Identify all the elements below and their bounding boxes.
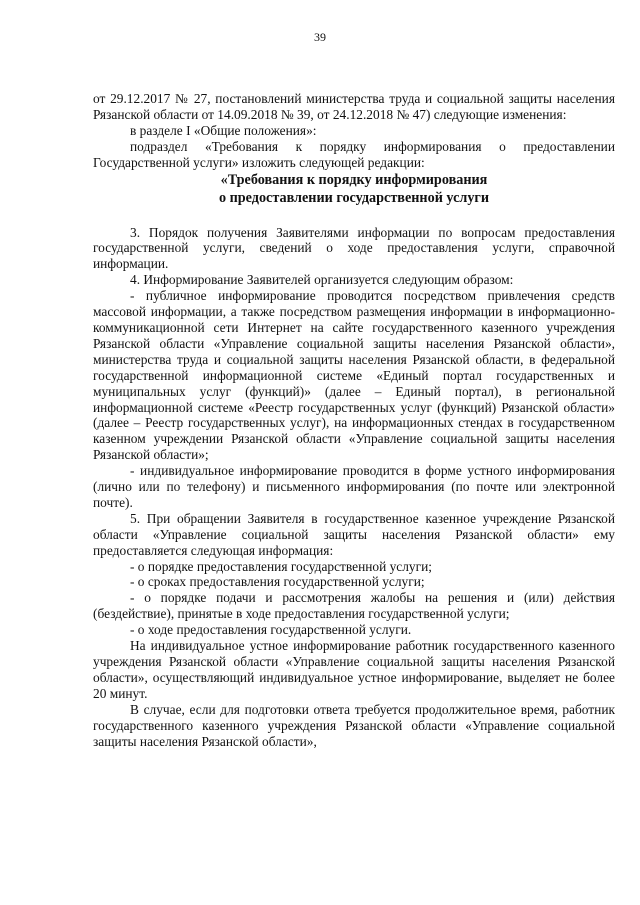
paragraph-long-answer: В случае, если для подготовки ответа требуется продолжительное время, работник государственного казенного учреждения Рязанской области «Управление социальной защиты населения Рязанской области»,: [93, 701, 615, 749]
paragraph-4-public-informing: - публичное информирование проводится посредством привлечения средств массовой информации, а также посредством размещения информации в информационно-коммуникационной сети Интернет на сайте государственного казенного учреждения Рязанской области «Управление социальной защиты населения Рязанской области», министерства труда и социальной защиты населения Рязанской области, в федеральной государственной информационной системе «Единый портал государственных и муниципальных услуг (функций)» (далее – Единый портал), в региональной информационной системе «Реестр государственных услуг (функций) Рязанской области» (далее – Реестр государственных услуг), на информационных стендах в государственном казенном учреждении Рязанской области «Управление социальной защиты населения Рязанской области»;: [93, 288, 615, 463]
document-body: [93, 91, 615, 749]
section-title-line-2: о предоставлении государственной услуги: [218, 189, 490, 206]
spacer: [93, 207, 615, 225]
list-item-progress: - о ходе предоставления государственной услуги.: [130, 622, 412, 638]
page-number: 39: [314, 30, 326, 44]
intro-paragraph-2: в разделе I «Общие положения»:: [130, 122, 317, 138]
list-item-complaints: - о порядке подачи и рассмотрения жалобы на решения и (или) действия (бездействие), принятые в ходе предоставления государственной услуги;: [93, 590, 615, 622]
paragraph-oral-informing: На индивидуальное устное информирование работник государственного казенного учреждения Рязанской области «Управление социальной защиты населения Рязанской области», осуществляющий индивидуальное устное информирование, выделяет не более 20 минут.: [93, 638, 615, 701]
paragraph-3: 3. Порядок получения Заявителями информации по вопросам предоставления государственной услуги, сведений о ходе предоставления услуги, справочной информации.: [93, 224, 615, 272]
paragraph-5: 5. При обращении Заявителя в государственное казенное учреждение Рязанской области «Управление социальной защиты населения Рязанской области» ему предоставляется следующая информация:: [93, 510, 615, 558]
list-item-deadlines: - о сроках предоставления государственной услуги;: [130, 574, 425, 590]
intro-paragraph-1: от 29.12.2017 № 27, постановлений министерства труда и социальной защиты населения Рязанской области от 14.09.2018 № 39, от 24.12.2018 № 47) следующие изменения:: [93, 91, 615, 122]
section-title: [93, 171, 615, 207]
section-title-line-1: «Требования к порядку информирования: [220, 171, 488, 188]
list-item-procedure: - о порядке предоставления государственной услуги;: [130, 558, 433, 574]
paragraph-4-individual-informing: - индивидуальное информирование проводится в форме устного информирования (лично или по телефону) и письменного информирования (по почте или электронной почте).: [93, 463, 615, 510]
paragraph-4: 4. Информирование Заявителей организуется следующим образом:: [130, 272, 514, 288]
intro-paragraph-3: подраздел «Требования к порядку информирования о предоставлении Государственной услуги» изложить следующей редакции:: [93, 138, 615, 170]
